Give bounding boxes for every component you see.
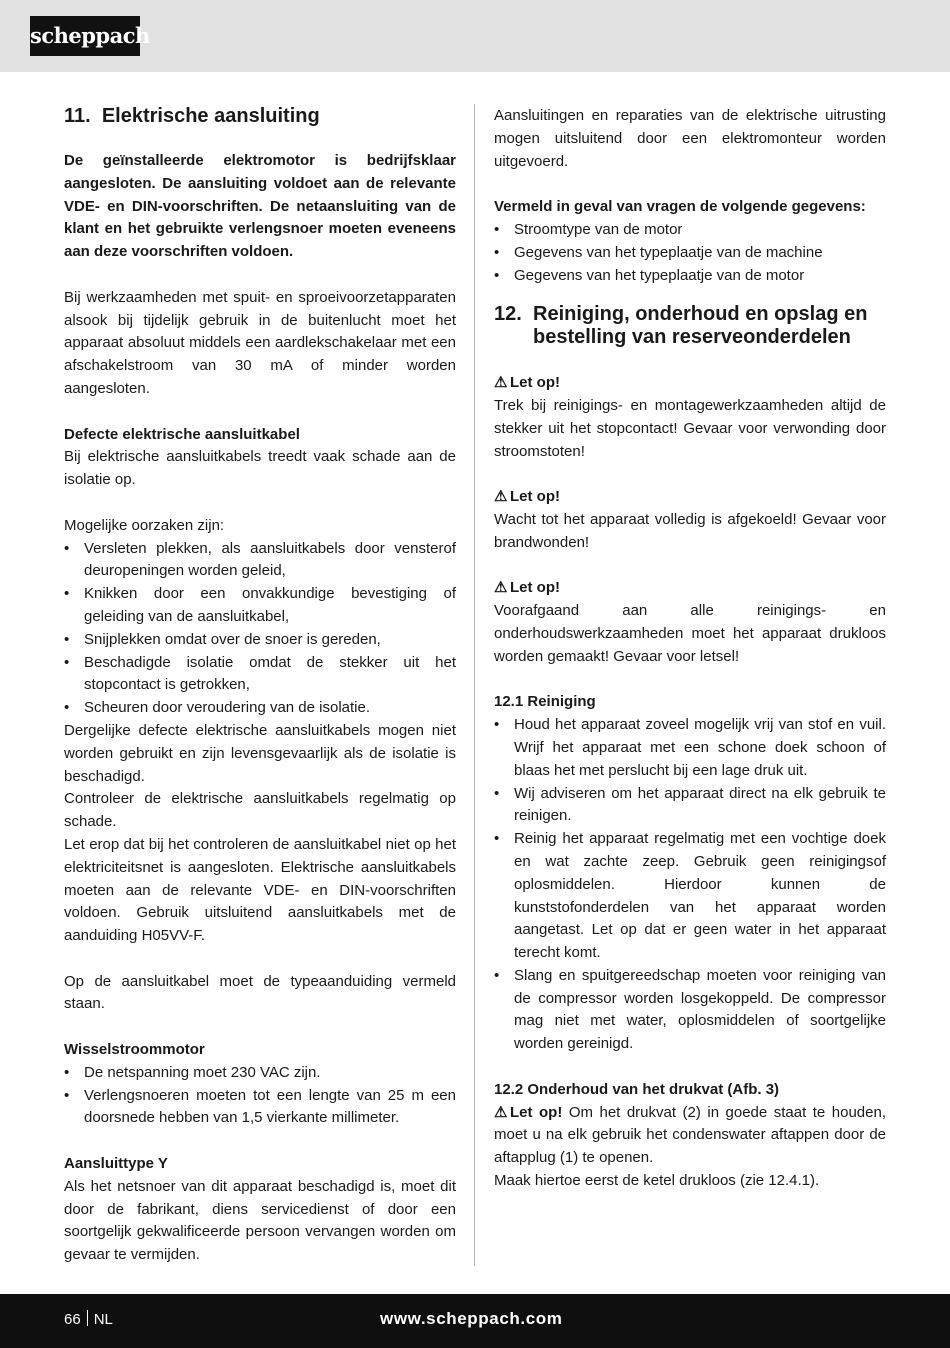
- language-code: NL: [93, 1311, 113, 1328]
- list-item: • Wij adviseren om het apparaat direct na elk gebruik te reinigen.: [494, 783, 886, 829]
- questions-heading: Vermeld in geval van vragen de volgende gegevens:: [494, 198, 866, 216]
- list-item: • Beschadigde isolatie omdat de stekker uit het stopcontact is getrokken,: [64, 652, 456, 698]
- ac-motor-list: [64, 1062, 456, 1130]
- warning-heading: [494, 486, 886, 509]
- repairs-paragraph: Aansluitingen en reparaties van de elektrische uitrusting mogen uitsluitend door een elektromonteur worden uitgevoerd.: [494, 107, 886, 170]
- list-item: • Knikken door een onvakkundige bevestiging of geleiding van de aansluitkabel,: [64, 583, 456, 629]
- defect-cable-text: Bij elektrische aansluitkabels treedt vaak schade aan de isolatie op.: [64, 448, 456, 489]
- list-item: • Snijplekken omdat over de snoer is gereden,: [64, 629, 456, 652]
- causes-intro: Mogelijke oorzaken zijn:: [64, 516, 225, 534]
- list-item: • Gegevens van het typeplaatje van de motor: [494, 265, 886, 288]
- list-item: • Gegevens van het typeplaatje van de machine: [494, 242, 886, 265]
- website-link[interactable]: www.scheppach.com: [380, 1309, 563, 1328]
- pressure-vessel-note: Maak hiertoe eerst de ketel drukloos (zie 12.4.1).: [494, 1172, 820, 1190]
- section-number: 12.: [494, 303, 522, 326]
- section-11-heading: [64, 105, 456, 128]
- warning-inline: [494, 1104, 562, 1121]
- warning-heading: [494, 577, 886, 600]
- list-item: • Scheuren door veroudering van de isolatie.: [64, 697, 456, 720]
- intro-paragraph: De geïnstalleerde elektromotor is bedrijfsklaar aangesloten. De aansluiting voldoet aan de relevante VDE- en DIN-voorschriften. De netaansluiting van de klant en het gebruikte verlengsnoer moeten eveneens aan deze voorschriften voldoen.: [64, 152, 456, 261]
- page-header: [0, 0, 950, 72]
- section-12-heading: [494, 303, 886, 349]
- logo-text: scheppach: [30, 23, 150, 48]
- check-paragraph: Controleer de elektrische aansluitkabels regelmatig op schade.: [64, 790, 456, 831]
- list-item: • Houd het apparaat zoveel mogelijk vrij van stof en vuil. Wrijf het apparaat met een schone doek schoon of blaas het met perslucht bij een lage druk uit.: [494, 714, 886, 782]
- section-number: 11.: [64, 105, 91, 127]
- warning-label: Let op!: [510, 1103, 563, 1121]
- causes-list: [64, 538, 456, 720]
- spray-paragraph: Bij werkzaamheden met spuit- en sproeivoorzetapparaten alsook bij tijdelijk gebruik in de buitenlucht moet het apparaat absoluut middels een aardlekschakelaar met een afschakelstroom van 30 mA of minder worden aangesloten.: [64, 288, 456, 397]
- warning-triangle-icon: ⚠: [494, 488, 508, 506]
- list-item: • Stroomtype van de motor: [494, 219, 886, 242]
- warning-label: Let op!: [510, 374, 560, 392]
- page-number-block: [64, 1309, 113, 1331]
- pressure-vessel-text: [494, 1102, 886, 1170]
- defect-cable-heading: Defecte elektrische aansluitkabel: [64, 425, 300, 443]
- column-divider: [474, 104, 475, 1266]
- warning-label: Let op!: [510, 488, 560, 506]
- type-designation-paragraph: Op de aansluitkabel moet de typeaanduiding vermeld staan.: [64, 972, 456, 1013]
- warning-heading: [494, 372, 886, 395]
- list-item: • Versleten plekken, als aansluitkabels door vensterof deuropeningen worden geleid,: [64, 538, 456, 584]
- warning-text: Trek bij reinigings- en montagewerkzaamheden altijd de stekker uit het stopcontact! Gevaar voor verwonding door stroomstoten!: [494, 396, 886, 460]
- connection-type-text: Als het netsnoer van dit apparaat beschadigd is, moet dit door de fabrikant, diens servicedienst of door een soortgelijk gekwalificeerde persoon vervangen worden om gevaar te vermijden.: [64, 1177, 456, 1264]
- page-footer: [0, 1294, 950, 1348]
- warning-triangle-icon: ⚠: [494, 1103, 508, 1121]
- footer-separator: [87, 1310, 88, 1326]
- page-number: 66: [64, 1311, 81, 1328]
- ac-motor-heading: Wisselstroommotor: [64, 1041, 205, 1059]
- warning-triangle-icon: ⚠: [494, 374, 508, 392]
- list-item: • Slang en spuitgereedschap moeten voor reiniging van de compressor worden losgekoppeld. De compressor mag niet met water, oplosmiddelen of soortgelijke worden gereinigd.: [494, 965, 886, 1056]
- warning-text: Wacht tot het apparaat volledig is afgekoeld! Gevaar voor brandwonden!: [494, 510, 886, 551]
- pressure-vessel-body: Om het drukvat (2) in goede staat te houden, moet u na elk gebruik het condenswater aftappen door de aftapplug (1) te openen.: [494, 1103, 886, 1167]
- left-column: [64, 105, 456, 1267]
- scheppach-logo: [30, 16, 150, 56]
- cleaning-list: [494, 714, 886, 1056]
- section-title: Elektrische aansluiting: [101, 105, 320, 127]
- pressure-vessel-heading: 12.2 Onderhoud van het drukvat (Afb. 3): [494, 1080, 780, 1098]
- list-item: • De netspanning moet 230 VAC zijn.: [64, 1062, 456, 1085]
- cable-requirements-paragraph: Let erop dat bij het controleren de aansluitkabel niet op het elektriciteitsnet is aangesloten. Elektrische aansluitkabels moeten aan de relevante VDE- en DIN-voorschriften voldoen. Gebruik uitsluitend aansluitkabels met de aanduiding H05VV-F.: [64, 835, 456, 945]
- connection-type-heading: Aansluittype Y: [64, 1155, 168, 1173]
- cleaning-heading: 12.1 Reiniging: [494, 693, 596, 711]
- warning-label: Let op!: [510, 579, 560, 597]
- warning-triangle-icon: ⚠: [494, 579, 508, 597]
- defect-warning-paragraph: Dergelijke defecte elektrische aansluitkabels mogen niet worden gebruikt en zijn levensgevaarlijk als de isolatie is beschadigd.: [64, 721, 456, 785]
- section-title: Reiniging, onderhoud en opslag en bestelling van reserveonderdelen: [533, 303, 868, 349]
- list-item: • Reinig het apparaat regelmatig met een vochtige doek en wat zachte zeep. Gebruik geen reinigingsof oplosmiddelen. Hierdoor kunnen de kunststofonderdelen van het apparaat worden aangetast. Let op dat er geen water in het apparaat terecht komt.: [494, 828, 886, 965]
- questions-list: [494, 219, 886, 287]
- list-item: • Verlengsnoeren moeten tot een lengte van 25 m een doorsnede hebben van 1,5 vierkante millimeter.: [64, 1085, 456, 1131]
- warning-text: Voorafgaand aan alle reinigings- en onderhoudswerkzaamheden moet het apparaat drukloos worden gemaakt! Gevaar voor letsel!: [494, 602, 886, 665]
- right-column: [494, 105, 886, 1193]
